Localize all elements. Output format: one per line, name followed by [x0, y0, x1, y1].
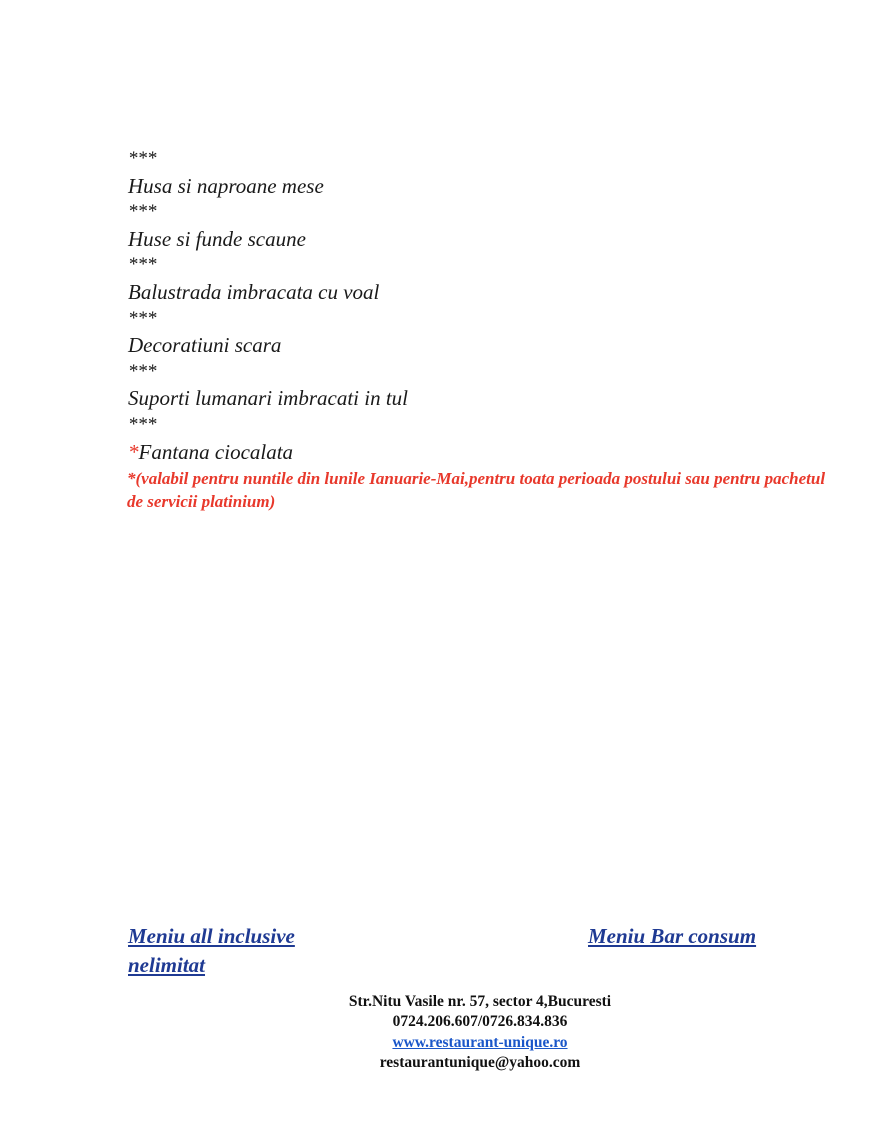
list-item: Huse si funde scaune	[128, 226, 306, 251]
website-link[interactable]: www.restaurant-unique.ro	[392, 1033, 568, 1051]
list-item: Husa si naproane mese	[128, 173, 324, 198]
list-item: Decoratiuni scara	[128, 333, 282, 358]
availability-note: *(valabil pentru nuntile din lunile Ianuarie-Mai,pentru toata perioada postului sau pentru pachetul de servicii platinium)	[127, 469, 826, 511]
special-asterisk: *	[128, 439, 139, 464]
separator-stars: ***	[128, 360, 157, 382]
all-inclusive-menu-link[interactable]: Meniu all inclusive nelimitat	[128, 924, 295, 977]
separator-stars: ***	[128, 148, 157, 169]
special-item-label: Fantana ciocalata	[138, 439, 294, 464]
separator-stars: ***	[128, 413, 157, 435]
bar-consum-menu-link[interactable]: Meniu Bar consum	[588, 924, 757, 948]
email-address: restaurantunique@yahoo.com	[379, 1053, 581, 1071]
list-item: Balustrada imbracata cu voal	[128, 279, 380, 304]
separator-stars: ***	[128, 201, 157, 223]
contact-footer	[230, 992, 730, 1073]
decor-list	[128, 146, 828, 465]
separator-stars: ***	[128, 307, 157, 329]
address: Str.Nitu Vasile nr. 57, sector 4,Bucuresti	[348, 993, 612, 1010]
special-list-item	[128, 439, 828, 466]
list-item: Suporti lumanari imbracati in tul	[128, 386, 409, 411]
phone-numbers: 0724.206.607/0726.834.836	[392, 1013, 568, 1031]
separator-stars: ***	[128, 254, 157, 276]
